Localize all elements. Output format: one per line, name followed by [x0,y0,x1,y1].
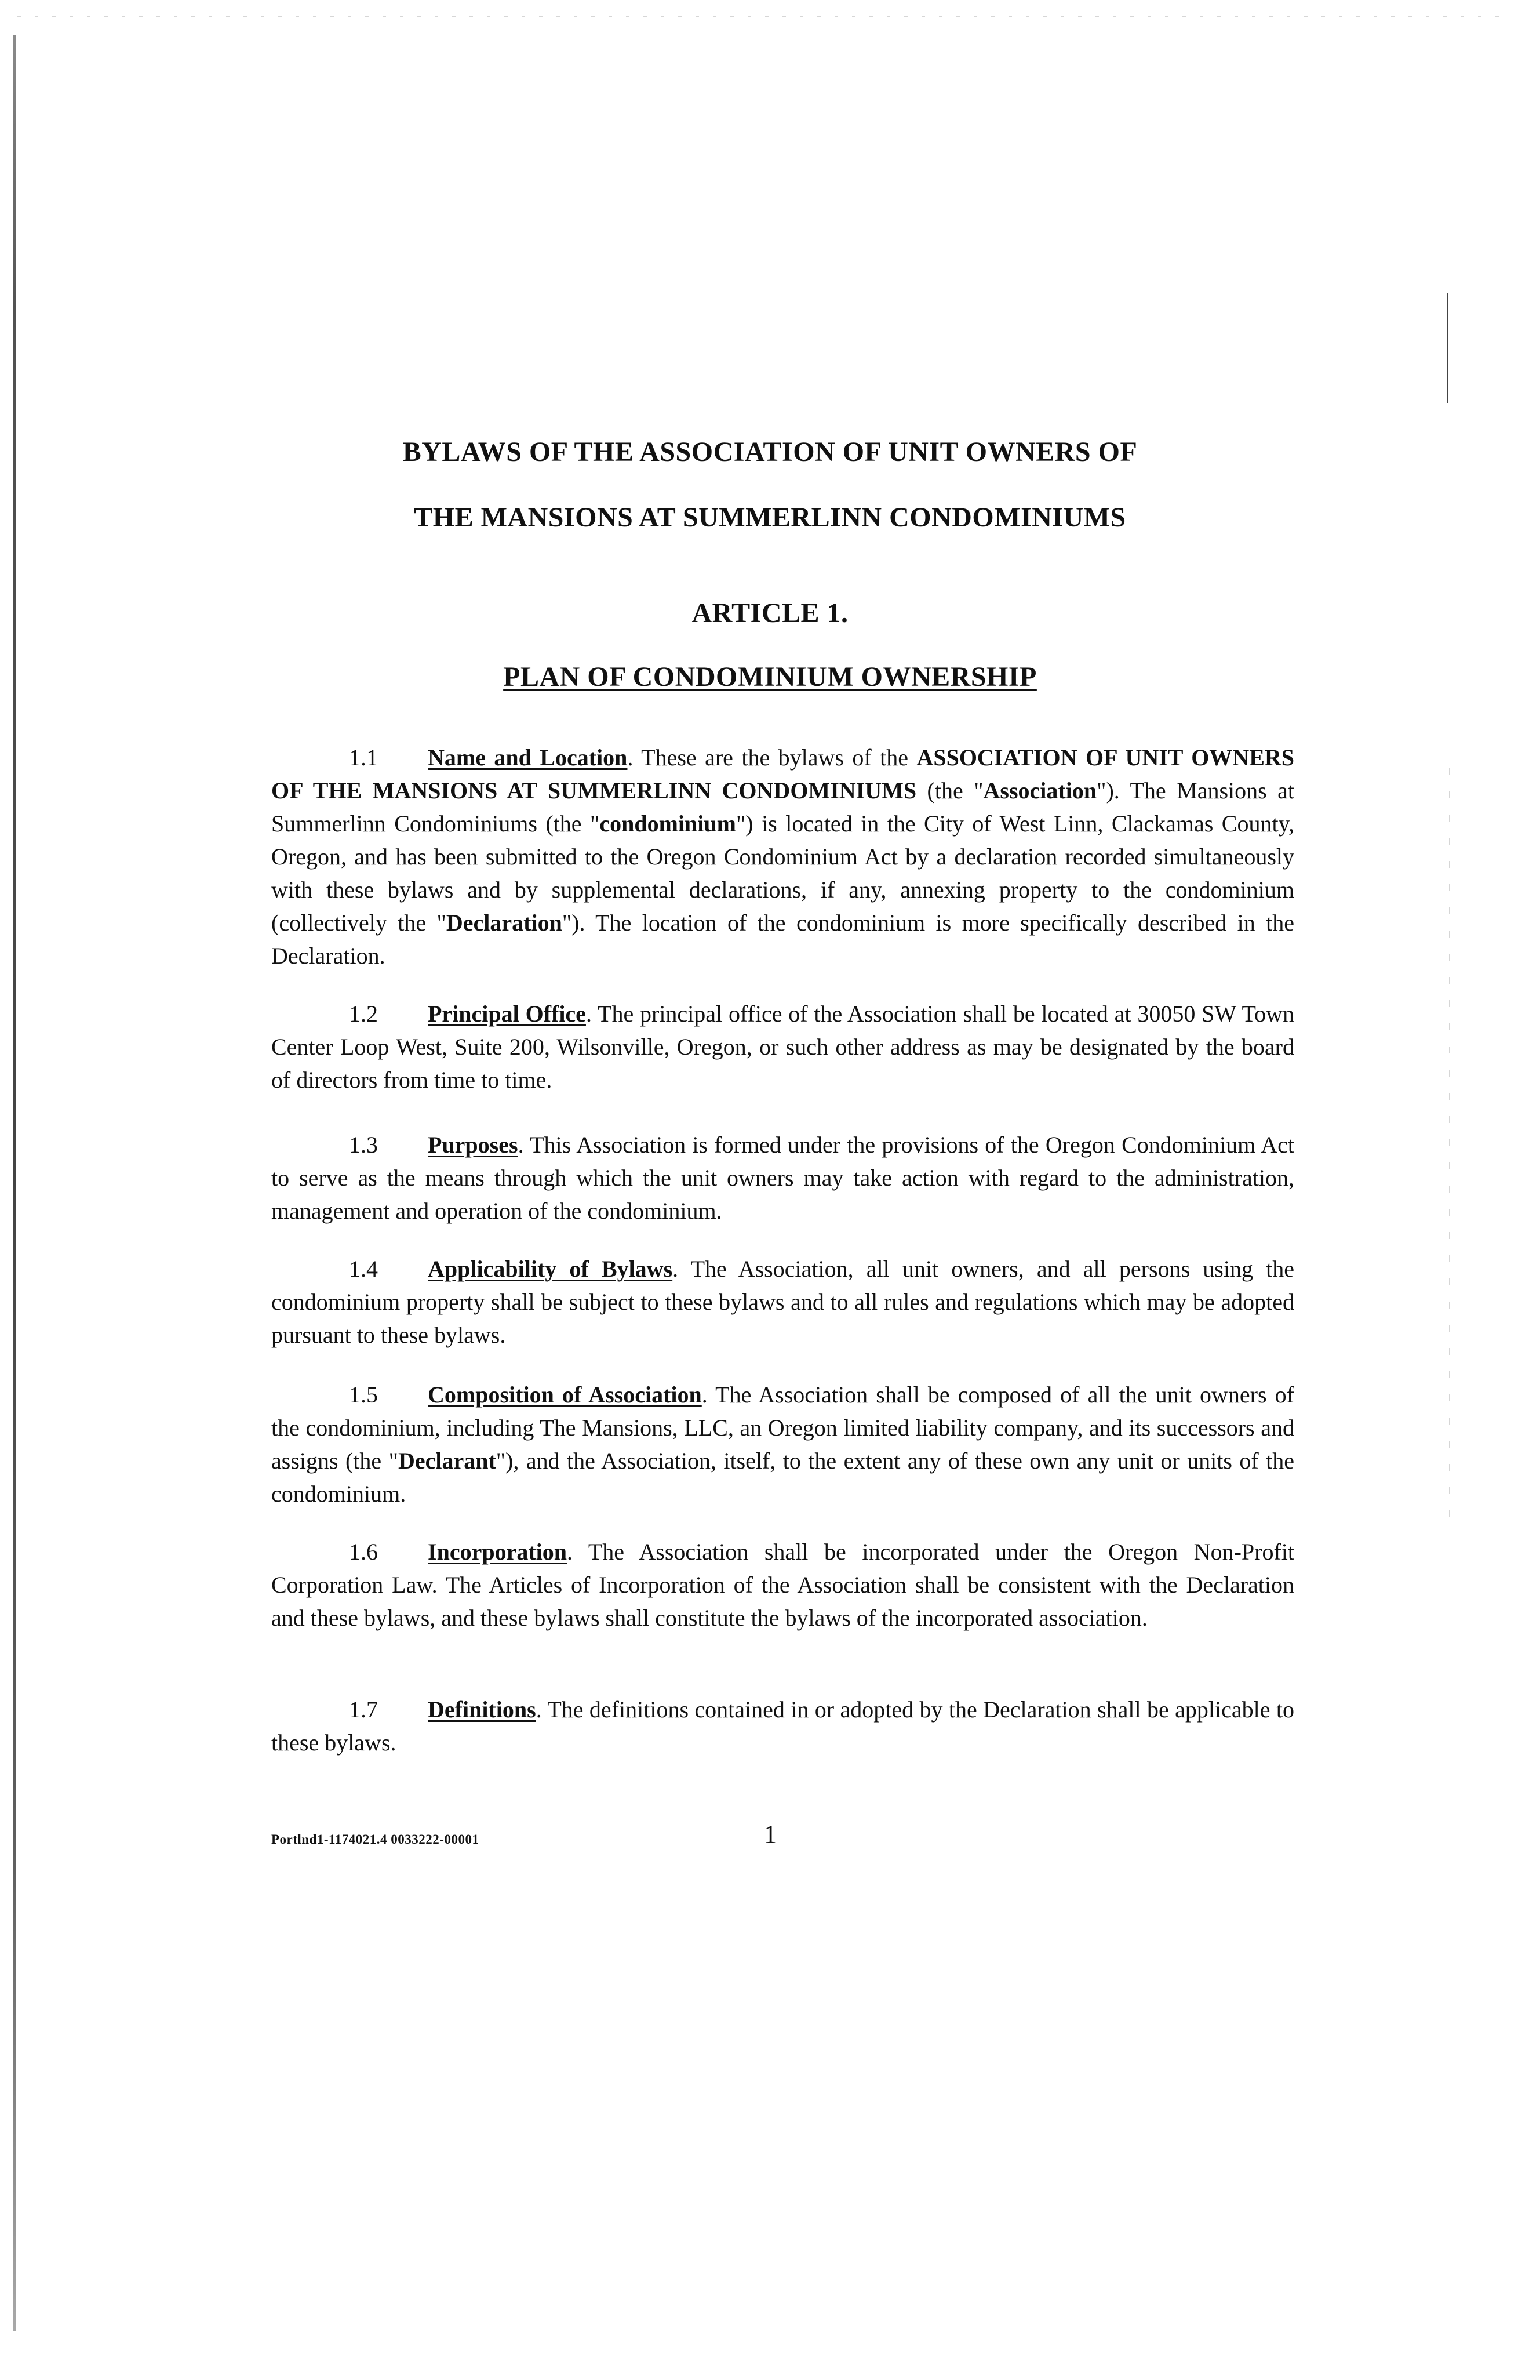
section-text: "). The location of the condominium is more specifically described in the Declaration. [271,910,1294,969]
section-number: 1.3 [349,1132,378,1158]
section-1-7 [271,1693,1294,1759]
section-number: 1.1 [349,744,378,771]
page-number: 1 [764,1820,777,1848]
defined-term: Declarant [398,1448,496,1474]
section-heading: Name and Location [428,744,628,771]
section-1-4 [271,1252,1294,1351]
section-heading: Purposes [428,1132,518,1158]
section-number: 1.5 [349,1382,378,1408]
document-title-line-1: BYLAWS OF THE ASSOCIATION OF UNIT OWNERS OF [402,437,1138,467]
section-text: . This Association is formed under the provisions of the Oregon Condominium Act to serve as the means through which the unit owners may take action with regard to the administration, management and operation of the condominium. [271,1132,1294,1224]
section-text: . The Association shall be incorporated under the Oregon Non-Profit Corporation Law. The Articles of Incorporation of the Association shall be consistent with the Declaration and these bylaws, and these bylaws shall constitute the bylaws of the incorporated association. [271,1539,1294,1631]
scan-margin-artifact [1449,768,1450,1522]
defined-term: ASSOCIATION OF UNIT OWNERS OF THE MANSIONS AT SUMMERLINN CONDOMINIUMS [271,744,1295,804]
section-text: . The principal office of the Association shall be located at 30050 SW Town Center Loop West, Suite 200, Wilsonville, Oregon, or such other address as may be designated by the board of directors from time to time. [271,1001,1294,1093]
section-1-6 [271,1535,1294,1634]
section-heading: Incorporation [428,1539,567,1565]
section-number: 1.7 [349,1696,378,1723]
document-title-line-2: THE MANSIONS AT SUMMERLINN CONDOMINIUMS [414,502,1126,533]
defined-term: Declaration [446,910,562,936]
scan-top-artifact [17,16,1513,17]
section-heading: Applicability of Bylaws [428,1256,673,1282]
section-1-3 [271,1128,1294,1227]
section-text: "). The Mansions at Summerlinn Condominiums (the " [271,777,1295,837]
section-heading: Composition of Association [428,1382,702,1408]
defined-term: condominium [599,811,736,837]
section-text: . The definitions contained in or adopted by the Declaration shall be applicable to these bylaws. [271,1696,1294,1756]
section-text: (the " [916,777,984,804]
article-subheading: PLAN OF CONDOMINIUM OWNERSHIP [503,662,1037,692]
section-1-5 [271,1378,1294,1510]
section-number: 1.2 [349,1001,378,1027]
footer-document-id: Portlnd1-1174021.4 0033222-00001 [271,1832,479,1847]
section-text: ") is located in the City of West Linn, Clackamas County, Oregon, and has been submitted to the Oregon Condominium Act by a declaration recorded simultaneously with these bylaws and by supplemental declarations, if any, annexing property to the condominium (collectively the " [271,811,1295,936]
section-text: . These are the bylaws of the [627,744,917,771]
scan-mark-artifact [1447,293,1448,403]
scan-edge-artifact [13,35,16,2331]
section-text: "), and the Association, itself, to the extent any of these own any unit or units of the condominium. [271,1448,1294,1507]
section-heading: Definitions [428,1696,536,1723]
section-1-2 [271,997,1294,1096]
defined-term: Association [983,777,1097,804]
section-number: 1.4 [349,1256,378,1282]
section-1-1 [271,741,1294,972]
section-number: 1.6 [349,1539,378,1565]
section-text: . The Association shall be composed of all the unit owners of the condominium, including The Mansions, LLC, an Oregon limited liability company, and its successors and assigns (the " [271,1382,1294,1474]
article-heading: ARTICLE 1. [691,598,849,628]
section-heading: Principal Office [428,1001,586,1027]
section-text: . The Association, all unit owners, and all persons using the condominium property shall be subject to these bylaws and to all rules and regulations which may be adopted pursuant to these bylaws. [271,1256,1294,1348]
